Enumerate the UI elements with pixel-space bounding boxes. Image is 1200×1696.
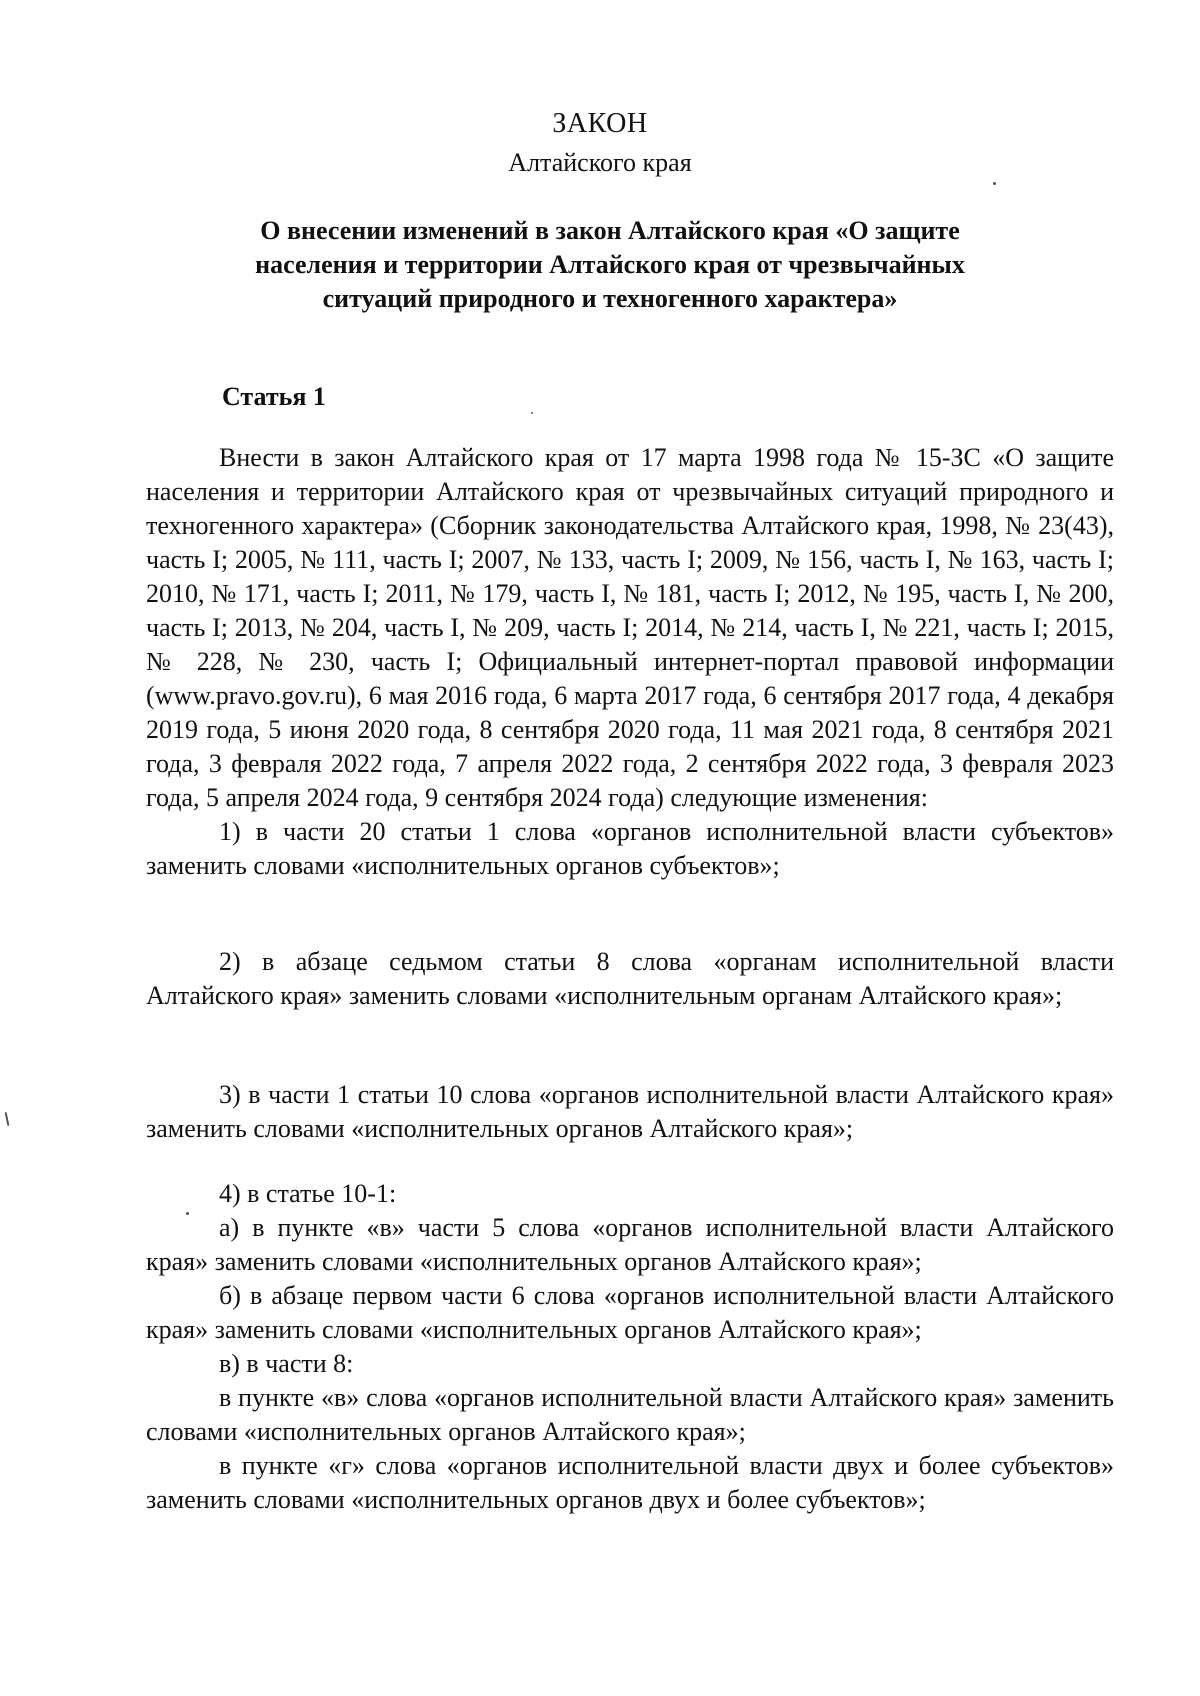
amendment-item-4-head: 4) в статье 10-1: [219,1179,397,1208]
law-heading-line: населения и территории Алтайского края от чрезвычайных [255,250,965,279]
amendment-item-3-block [146,1078,1114,1146]
article-label: Статья 1 [222,382,326,411]
scan-speck [5,1112,10,1126]
amendment-item-2-block [146,945,1114,1013]
law-heading-line: О внесении изменений в закон Алтайского края «О защите [260,216,960,245]
amendment-item-4c-head: в) в части 8: [219,1349,354,1378]
law-heading-line: ситуаций природного и техногенного характера» [322,284,898,313]
amendment-item-4-block [146,1177,1114,1517]
amendment-item-4c-v: в пункте «в» слова «органов исполнительной власти Алтайского края» заменить словами «исполнительных органов Алтайского края»; [146,1383,1114,1446]
amendment-item-4b: б) в абзаце первом части 6 слова «органов исполнительной власти Алтайского края» заменить словами «исполнительных органов Алтайского края»; [146,1281,1114,1344]
amendment-item-4a: а) в пункте «в» части 5 слова «органов исполнительной власти Алтайского края» заменить словами «исполнительных органов Алтайского края»; [146,1213,1114,1276]
scan-speck [186,1212,189,1215]
intro-section [146,441,1114,883]
scan-speck [993,182,996,185]
amendment-item-2: 2) в абзаце седьмом статьи 8 слова «органам исполнительной власти Алтайского края» заменить словами «исполнительным органам Алтайского края»; [146,947,1114,1010]
amendment-item-3: 3) в части 1 статьи 10 слова «органов исполнительной власти Алтайского края» заменить словами «исполнительных органов Алтайского края»; [146,1080,1114,1143]
intro-paragraph: Внести в закон Алтайского края от 17 марта 1998 года № 15-ЗС «О защите населения и территории Алтайского края от чрезвычайных ситуаций природного и техногенного характера» (Сборник законодательства Алтайского края, 1998, № 23(43), часть I; 2005, № 111, часть I; 2007, № 133, часть I; 2009, № 156, часть I, № 163, часть I; 2010, № 171, часть I; 2011, № 179, часть I, № 181, часть I; 2012, № 195, часть I, № 200, часть I; 2013, № 204, часть I, № 209, часть I; 2014, № 214, часть I, № 221, часть I; 2015, № 228, № 230, часть I; Официальный интернет-портал правовой информации (www.pravo.gov.ru), 6 мая 2016 года, 6 марта 2017 года, 6 сентября 2017 года, 4 декабря 2019 года, 5 июня 2020 года, 8 сентября 2020 года, 11 мая 2021 года, 8 сентября 2021 года, 3 февраля 2022 года, 7 апреля 2022 года, 2 сентября 2022 года, 3 февраля 2023 года, 5 апреля 2024 года, 9 сентября 2024 года) следующие изменения: [146,443,1114,812]
document-subtitle: Алтайского края [508,148,692,177]
law-heading [200,214,1020,316]
amendment-item-1: 1) в части 20 статьи 1 слова «органов исполнительной власти субъектов» заменить словами «исполнительных органов субъектов»; [146,817,1114,880]
scan-speck [531,412,533,414]
amendment-item-4c-g: в пункте «г» слова «органов исполнительной власти двух и более субъектов» заменить словами «исполнительных органов двух и более субъектов»; [146,1451,1114,1514]
document-title: ЗАКОН [552,108,648,139]
